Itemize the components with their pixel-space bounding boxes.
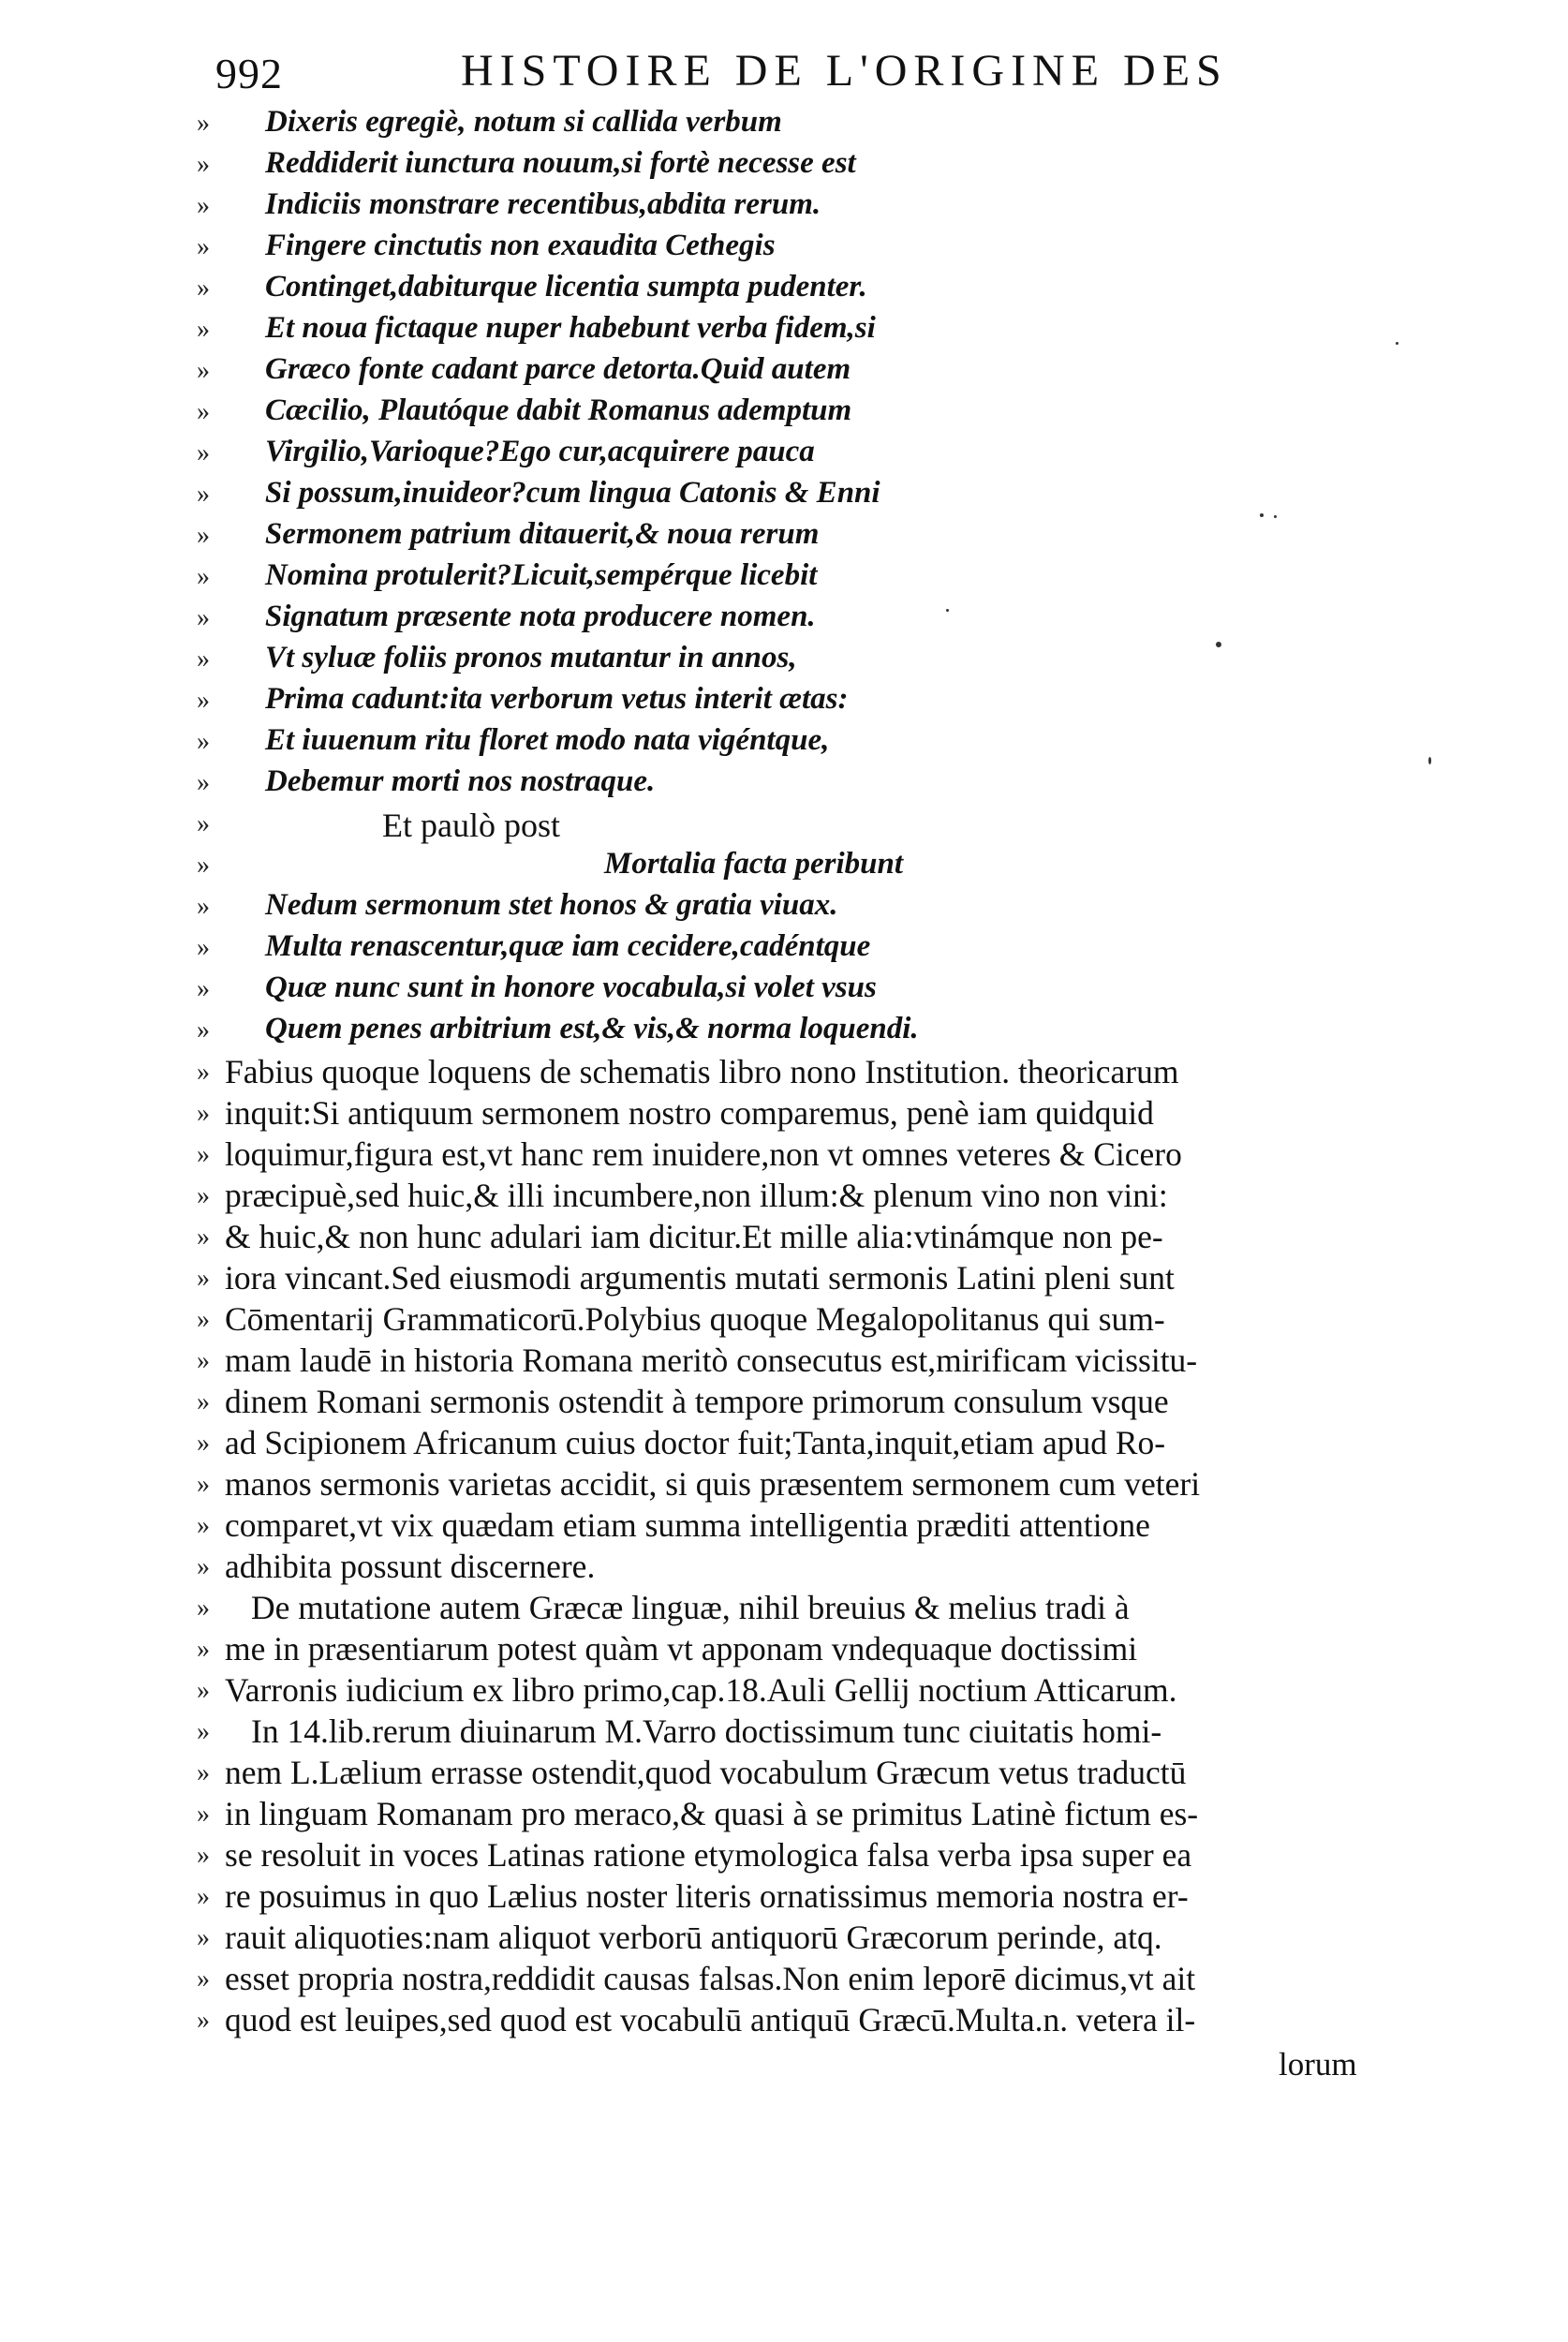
prose-line: » In 14.lib.rerum diuinarum M.Varro doctissimum tunc ciuitatis homi-: [197, 1712, 1162, 1750]
prose-line: » iora vincant.Sed eiusmodi argumentis mutati sermonis Latini pleni sunt: [197, 1259, 1175, 1297]
verse-line: » Virgilio,Varioque?Ego cur,acquirere pauca: [197, 435, 815, 468]
quote-mark: »: [197, 315, 210, 344]
print-speck: [946, 609, 949, 612]
prose-line: » Cōmentarij Grammaticorū.Polybius quoque Megalopolitanus qui sum-: [197, 1300, 1165, 1338]
verse-line: » Vt syluæ foliis pronos mutantur in annos,: [197, 641, 797, 674]
prose-line: » inquit:Si antiquum sermonem nostro comparemus, penè iam quidquid: [197, 1094, 1154, 1132]
verse-line: » Multa renascentur,quæ iam cecidere,cadéntque: [197, 929, 871, 963]
quote-mark: »: [197, 1552, 210, 1581]
quote-mark: »: [197, 809, 210, 838]
prose-line: » De mutatione autem Græcæ linguæ, nihil breuius & melius tradi à: [197, 1589, 1130, 1626]
prose-line: » comparet,vt vix quædam etiam summa intelligentia præditi attentione: [197, 1506, 1150, 1544]
print-speck: [1274, 515, 1277, 518]
quote-mark: »: [197, 974, 210, 1003]
quote-mark: »: [197, 1058, 210, 1087]
quote-mark: »: [197, 397, 210, 426]
quote-mark: »: [197, 1264, 210, 1293]
quote-mark: »: [197, 1882, 210, 1911]
page-header: [215, 45, 1241, 101]
quote-mark: »: [197, 1964, 210, 1994]
quote-mark: »: [197, 892, 210, 921]
print-speck: [1396, 342, 1398, 345]
quote-mark: »: [197, 521, 210, 550]
quote-mark: »: [197, 232, 210, 261]
quote-mark: »: [197, 933, 210, 962]
quote-mark: »: [197, 1923, 210, 1952]
prose-line: » re posuimus in quo Lælius noster literis ornatissimus memoria nostra er-: [197, 1877, 1189, 1915]
quote-mark: »: [197, 191, 210, 220]
verse-line: » Debemur morti nos nostraque.: [197, 764, 656, 798]
verse-line: » Græco fonte cadant parce detorta.Quid autem: [197, 352, 851, 386]
verse-line: » Indiciis monstrare recentibus,abdita rerum.: [197, 187, 821, 221]
verse-line: » Nomina protulerit?Licuit,sempérque licebit: [197, 558, 818, 592]
catchword: lorum: [1279, 2046, 1357, 2083]
quote-mark: »: [197, 727, 210, 756]
verse-line: » Continget,dabiturque licentia sumpta pudenter.: [197, 270, 867, 304]
prose-line: » quod est leuipes,sed quod est vocabulū antiquū Græcū.Multa.n. vetera il-: [197, 2001, 1196, 2038]
prose-line: » Fabius quoque loquens de schematis libro nono Institution. theoricarum: [197, 1053, 1179, 1090]
print-speck: [1428, 757, 1431, 764]
quote-mark: »: [197, 562, 210, 591]
verse-line: » Quem penes arbitrium est,& vis,& norma loquendi.: [197, 1012, 919, 1045]
page-number: 992: [215, 50, 283, 97]
prose-line: » in linguam Romanam pro meraco,& quasi à se primitus Latinè fictum es-: [197, 1795, 1199, 1832]
prose-line: » præcipuè,sed huic,& illi incumbere,non illum:& plenum vino non vini:: [197, 1177, 1168, 1214]
prose-line: » esset propria nostra,reddidit causas falsas.Non enim leporē dicimus,vt ait: [197, 1960, 1196, 1997]
quote-mark: »: [197, 1511, 210, 1540]
prose-line: » manos sermonis varietas accidit, si quis præsentem sermonem cum veteri: [197, 1465, 1201, 1503]
verse-line: » Reddiderit iunctura nouum,si fortè necesse est: [197, 146, 856, 180]
quote-mark: »: [197, 1305, 210, 1334]
quote-mark: »: [197, 1758, 210, 1787]
quote-mark: »: [197, 1841, 210, 1870]
verse-line: » Prima cadunt:ita verborum vetus interit ætas:: [197, 682, 849, 716]
verse-line: » Mortalia facta peribunt: [197, 847, 904, 881]
quote-mark: »: [197, 438, 210, 467]
quote-mark: »: [197, 1635, 210, 1664]
verse-line: » Sermonem patrium ditauerit,& noua rerum: [197, 517, 820, 551]
quote-mark: »: [197, 150, 210, 179]
quote-mark: »: [197, 1593, 210, 1623]
quote-mark: »: [197, 1181, 210, 1210]
prose-line: » adhibita possunt discernere.: [197, 1548, 596, 1585]
quote-mark: »: [197, 768, 210, 797]
verse-line: » Dixeris egregiè, notum si callida verbum: [197, 105, 782, 139]
quote-mark: »: [197, 1140, 210, 1169]
prose-line: » nem L.Lælium errasse ostendit,quod vocabulum Græcum vetus traductū: [197, 1754, 1187, 1791]
quote-mark: »: [197, 1429, 210, 1458]
quote-mark: »: [197, 480, 210, 509]
quote-mark: »: [197, 356, 210, 385]
quote-mark: »: [197, 645, 210, 674]
quote-mark: »: [197, 1223, 210, 1252]
quote-mark: »: [197, 2006, 210, 2035]
prose-line: » se resoluit in voces Latinas ratione etymologica falsa verba ipsa super ea: [197, 1836, 1192, 1874]
prose-line: » mam laudē in historia Romana meritò consecutus est,mirificam vicissitu-: [197, 1341, 1198, 1379]
prose-line: » dinem Romani sermonis ostendit à tempore primorum consulum vsque: [197, 1383, 1169, 1420]
print-speck: [1260, 513, 1264, 517]
quote-mark: »: [197, 686, 210, 715]
prose-line: » & huic,& non hunc adulari iam dicitur.Et mille alia:vtinámque non pe-: [197, 1218, 1163, 1255]
quote-mark: »: [197, 603, 210, 632]
verse-line: » Et noua fictaque nuper habebunt verba fidem,si: [197, 311, 876, 345]
verse-line: » Quæ nunc sunt in honore vocabula,si volet vsus: [197, 971, 877, 1004]
quote-mark: »: [197, 1470, 210, 1499]
verse-line: » Cæcilio, Plautóque dabit Romanus ademptum: [197, 393, 852, 427]
quote-mark: »: [197, 1800, 210, 1829]
verse-line: » Si possum,inuideor?cum lingua Catonis & Enni: [197, 476, 880, 510]
prose-line: » rauit aliquoties:nam aliquot verborū antiquorū Græcorum perinde, atq.: [197, 1919, 1162, 1956]
verse-line: » Et iuuenum ritu floret modo nata vigéntque,: [197, 723, 830, 757]
quote-mark: »: [197, 851, 210, 880]
prose-line: » Varronis iudicium ex libro primo,cap.18.Auli Gellij noctium Atticarum.: [197, 1671, 1177, 1709]
quote-mark: »: [197, 1015, 210, 1045]
quote-mark: »: [197, 274, 210, 303]
prose-line: » loquimur,figura est,vt hanc rem inuidere,non vt omnes veteres & Cicero: [197, 1135, 1182, 1173]
quote-mark: »: [197, 1346, 210, 1375]
quote-mark: »: [197, 1676, 210, 1705]
verse-connector: Et paulò post: [382, 807, 560, 844]
verse-line: » Fingere cinctutis non exaudita Cethegis: [197, 229, 776, 262]
prose-line: » ad Scipionem Africanum cuius doctor fuit;Tanta,inquit,etiam apud Ro-: [197, 1424, 1166, 1461]
quote-mark: »: [197, 1387, 210, 1416]
verse-connector-line: [0, 804, 1568, 845]
verse-line: » Signatum præsente nota producere nomen.: [197, 600, 816, 633]
verse-line: » Nedum sermonum stet honos & gratia viuax.: [197, 888, 838, 922]
running-head: HISTOIRE DE L'ORIGINE DES: [461, 46, 1228, 96]
quote-mark: »: [197, 1099, 210, 1128]
print-speck: [1216, 642, 1221, 647]
prose-line: » me in præsentiarum potest quàm vt apponam vndequaque doctissimi: [197, 1630, 1138, 1668]
quote-mark: »: [197, 1717, 210, 1746]
quote-mark: »: [197, 109, 210, 138]
